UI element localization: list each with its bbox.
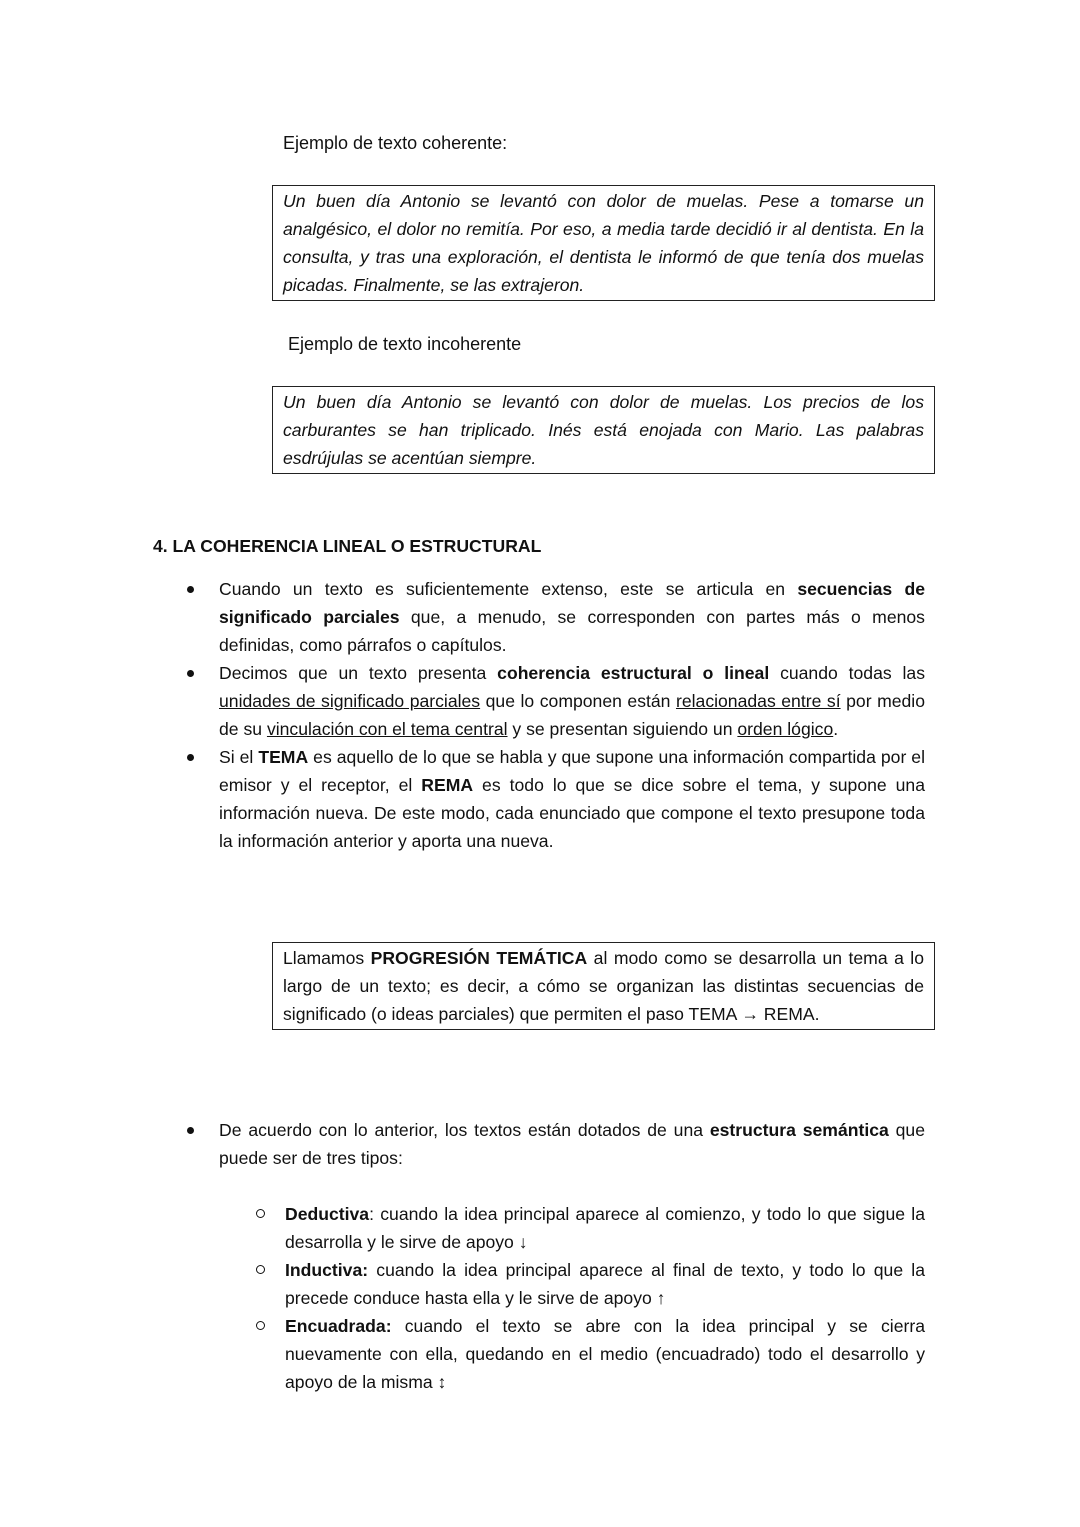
bold-text: REMA (421, 775, 474, 795)
type-name: Inductiva: (285, 1260, 369, 1280)
bullet-item (219, 575, 925, 659)
text: Llamamos (283, 948, 371, 968)
section-heading: 4. LA COHERENCIA LINEAL O ESTRUCTURAL (153, 536, 542, 556)
text: Decimos que un texto presenta (219, 663, 498, 683)
type-item-deductiva (285, 1200, 925, 1256)
text: cuando todas las (769, 663, 925, 683)
bullet-list (219, 575, 925, 855)
text: es todo lo que se dice sobre el tema, y supone una información nueva. De este modo, cada enunciado que compone el texto presupone toda la información anterior y aporta una nueva. (219, 775, 926, 851)
type-name: Encuadrada: (285, 1316, 392, 1336)
bullet-icon (187, 754, 194, 761)
text: que, a menudo, se corresponden con partes más o menos definidas, como párrafos o capítulos. (219, 607, 925, 655)
bullet-item (219, 1116, 925, 1172)
bold-text: coherencia estructural o lineal (497, 663, 770, 683)
bullet-item (219, 743, 925, 855)
bullet-icon (187, 586, 194, 593)
circle-bullet-icon (256, 1321, 265, 1330)
example-incoherent-label: Ejemplo de texto incoherente (288, 334, 522, 354)
type-description: cuando el texto se abre con la idea principal y se cierra nuevamente con ella, quedando en el medio (encuadrado) todo el desarrollo y apoyo de la misma ↕ (285, 1316, 925, 1392)
text: que puede ser de tres tipos: (219, 1120, 925, 1168)
underlined-text: unidades de significado parciales (219, 691, 481, 711)
underlined-text: vinculación con el tema central (266, 719, 508, 739)
text: y se presentan siguiendo un (507, 719, 738, 739)
example-coherent-box: Un buen día Antonio se levantó con dolor de muelas. Pese a tomarse un analgésico, el dolor no remitía. Por eso, a media tarde decidió ir al dentista. En la consulta, y tras una exploración, el dentista le informó de que tenía dos muelas picadas. Finalmente, se las extrajeron. (272, 185, 935, 301)
text: es aquello de lo que se habla y que supone una información compartida por el emisor y el receptor, el (219, 747, 925, 795)
circle-bullet-icon (256, 1209, 265, 1218)
underlined-text: relacionadas entre sí (675, 691, 841, 711)
bullet-list (219, 1116, 925, 1172)
structure-types-list (285, 1200, 925, 1396)
bold-text: estructura semántica (709, 1120, 889, 1140)
type-name: Deductiva (285, 1204, 370, 1224)
example-incoherent-box: Un buen día Antonio se levantó con dolor de muelas. Los precios de los carburantes se han triplicado. Inés está enojada con Mario. Las palabras esdrújulas se acentúan siempre. (272, 386, 935, 474)
text: que lo componen están (480, 691, 676, 711)
bullet-icon (187, 1127, 194, 1134)
definition-box (272, 942, 935, 1030)
type-item-inductiva (285, 1256, 925, 1312)
bullet-item (219, 659, 925, 743)
text: Cuando un texto es suficientemente extenso, este se articula en (219, 579, 798, 599)
bold-text: secuencias de significado parciales (219, 579, 925, 627)
text: . (833, 719, 839, 739)
type-item-encuadrada (285, 1312, 925, 1396)
bold-text: TEMA (258, 747, 309, 767)
underlined-text: orden lógico (737, 719, 834, 739)
bullet-icon (187, 670, 194, 677)
text: : (369, 1204, 374, 1224)
example-coherent-label: Ejemplo de texto coherente: (283, 133, 508, 153)
type-description: cuando la idea principal aparece al comienzo, y todo lo que sigue la desarrolla y le sirve de apoyo ↓ (285, 1204, 925, 1252)
text: por medio de su (219, 691, 925, 739)
type-description: cuando la idea principal aparece al final de texto, y todo lo que la precede conduce hasta ella y le sirve de apoyo ↑ (285, 1260, 925, 1308)
text: De acuerdo con lo anterior, los textos están dotados de una (219, 1120, 710, 1140)
text: al modo como se desarrolla un tema a lo largo de un texto; es decir, a cómo se organizan las distintas secuencias de significado (o ideas parciales) que permiten el paso TEMA → REMA. (283, 948, 924, 1024)
text: Si el (219, 747, 259, 767)
circle-bullet-icon (256, 1265, 265, 1274)
bold-text: PROGRESIÓN TEMÁTICA (370, 948, 588, 968)
